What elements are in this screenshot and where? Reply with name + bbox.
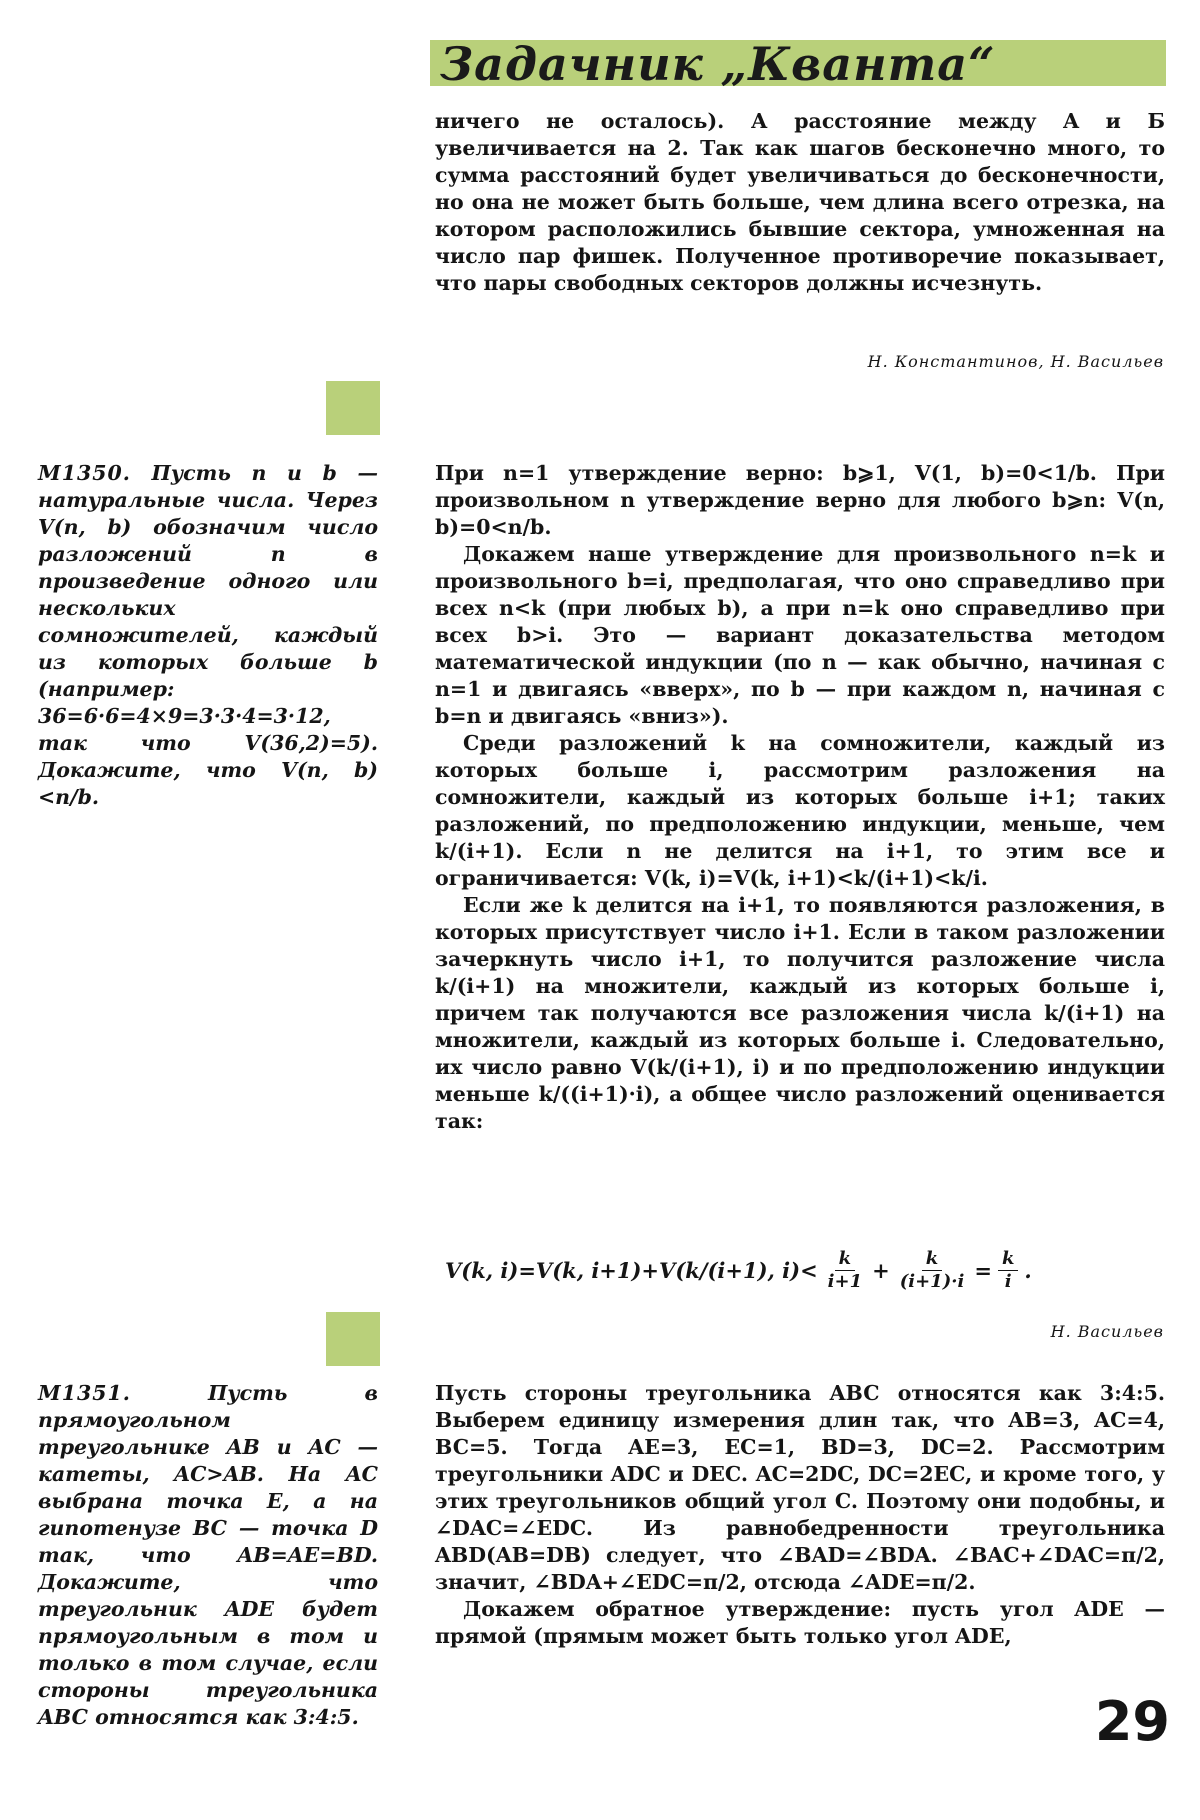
signature-1350: Н. Васильев — [1050, 1322, 1164, 1341]
solution-1351 — [435, 1380, 1165, 1650]
solution-1350 — [435, 460, 1165, 1135]
page-number: 29 — [1094, 1690, 1170, 1753]
continuation-paragraph: ничего не осталось). А расстояние между A и Б увеличивается на 2. Так как шагов бесконечно много, то сумма расстояний будет увеличиваться до бесконечности, но она не может быть больше, чем длина всего отрезка, на котором расположились бывшие сектора, умноженная на число пар фишек. Полученное противоречие показывает, что пары свободных секторов должны исчезнуть. — [435, 109, 1165, 295]
solution-paragraph: При n=1 утверждение верно: b⩾1, V(1, b)=0<1/b. При произвольном n утверждение верно для любого b⩾n: V(n, b)=0<n/b. — [435, 461, 1165, 539]
fraction — [896, 1248, 969, 1293]
fraction-numerator: k — [922, 1248, 942, 1271]
problem-statement-1350 — [38, 460, 378, 811]
solution-paragraph: Докажем наше утверждение для произвольного n=k и произвольного b=i, предполагая, что оно справедливо при всех n<k (при любых b), а при n=k оно справедливо при всех b>i. Это — вариант доказательства методом математической индукции (по n — как обычно, начиная с n=1 и двигаясь «вверх», по b — при каждом n, начиная с b=n и двигаясь «вниз»). — [435, 542, 1165, 728]
formula-equals: = — [974, 1257, 992, 1283]
solution-paragraph: Докажем обратное утверждение: пусть угол ADE — прямой (прямым может быть только угол ADE, — [435, 1597, 1165, 1648]
section-title-text: Задачник „Кванта“ — [440, 37, 996, 91]
formula-end: . — [1024, 1257, 1032, 1283]
problem-number: М1350. — [38, 461, 131, 485]
problem-marker-1350 — [326, 381, 380, 435]
problem-text: Пусть в прямоугольном треугольнике AB и AC — катеты, AC>AB. На AC выбрана точка E, а на гипотенузе BC — точка D так, что AB=AE=BD. Докажите, что треугольник ADE будет прямоугольным в том и только в том случае, если стороны треугольника ABC относятся как 3:4:5. — [38, 1381, 378, 1729]
problem-marker-1351 — [326, 1312, 380, 1366]
section-title — [440, 34, 996, 94]
formula-plus: + — [872, 1257, 890, 1283]
signature-top: Н. Константинов, Н. Васильев — [867, 352, 1164, 371]
formula-lhs: V(k, i)=V(k, i+1)+V(k/(i+1), i)< — [445, 1257, 818, 1283]
problem-number: М1351. — [38, 1381, 131, 1405]
fraction-denominator: i+1 — [827, 1270, 863, 1292]
solution-paragraph: Пусть стороны треугольника ABC относятся как 3:4:5. Выберем единицу измерения длин так, что AB=3, AC=4, BC=5. Тогда AE=3, EC=1, BD=3, DC=2. Рассмотрим треугольники ADC и DEC. AC=2DC, DC=2EC, и кроме того, у этих треугольников общий угол C. Поэтому они подобны, и ∠DAC=∠EDC. Из равнобедренности треугольника ABD(AB=DB) следует, что ∠BAD=∠BDA. ∠BAC+∠DAC=π/2, значит, ∠BDA+∠EDC=π/2, отсюда ∠ADE=π/2. — [435, 1381, 1165, 1594]
problem-statement-1351 — [38, 1380, 378, 1731]
problem-text: Пусть n и b — натуральные числа. Через V(n, b) обозначим число разложений n в произведение одного или нескольких сомножителей, каждый из которых больше b (например: 36=6·6=4×9=3·3·4=3·12, так что V(36,2)=5). Докажите, что V(n, b)<n/b. — [38, 461, 378, 809]
fraction — [998, 1248, 1018, 1293]
fraction-numerator: k — [835, 1248, 855, 1271]
fraction-numerator: k — [998, 1248, 1018, 1271]
solution-paragraph: Среди разложений k на сомножители, каждый из которых больше i, рассмотрим разложения на сомножители, каждый из которых больше i+1; таких разложений, по предположению индукции, меньше, чем k/(i+1). Если n не делится на i+1, то этим все и ограничивается: V(k, i)=V(k, i+1)<k/(i+1)<k/i. — [435, 731, 1165, 890]
fraction-denominator: i — [1004, 1270, 1012, 1292]
solution-paragraph: Если же k делится на i+1, то появляются разложения, в которых присутствует число i+1. Если в таком разложении зачеркнуть число i+1, то получится разложение числа k/(i+1) на множители, каждый из которых больше i, причем так получаются все разложения числа k/(i+1) на множители, каждый из которых больше i. Следовательно, их число равно V(k/(i+1), i) и по предположению индукции меньше k/((i+1)·i), а общее число разложений оценивается так: — [435, 893, 1165, 1133]
final-formula — [445, 1240, 1165, 1300]
continuation-text — [435, 108, 1165, 297]
fraction — [824, 1248, 866, 1293]
fraction-denominator: (i+1)·i — [899, 1270, 965, 1292]
